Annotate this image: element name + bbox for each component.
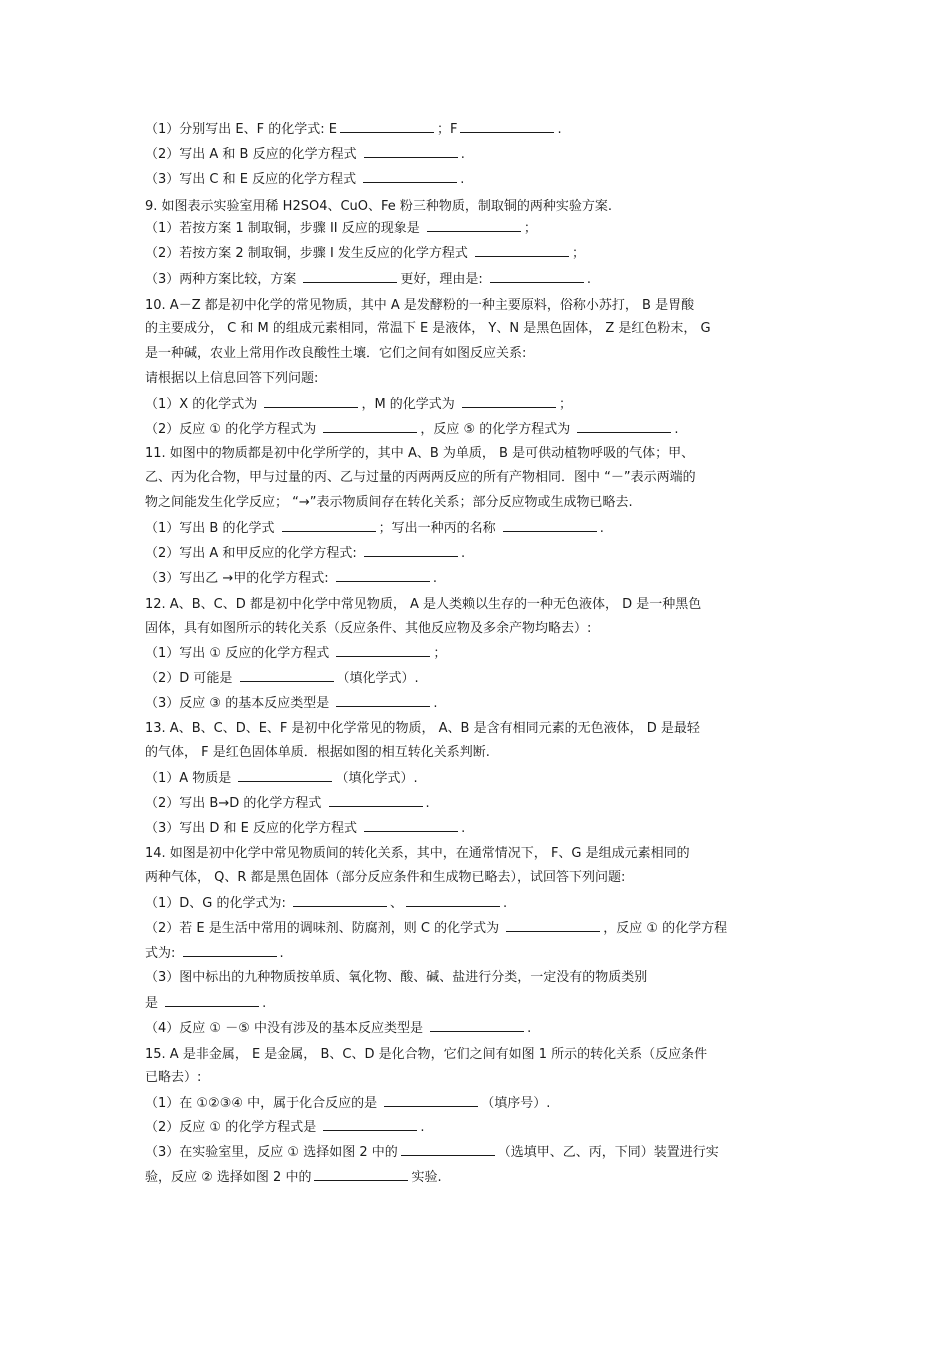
line-text: （3）写出 C 和 E 反应的化学方程式 [145, 172, 361, 187]
line-text: ； [523, 221, 537, 236]
line-text: ，M 的化学式为 [361, 397, 459, 412]
text-line [145, 494, 810, 512]
line-text: 已略去）: [145, 1070, 202, 1085]
line-text: （3）在实验室里，反应 ① 选择如图 2 中的 [145, 1145, 398, 1160]
text-line [145, 769, 810, 788]
answer-blank[interactable] [336, 569, 430, 582]
text-line [145, 869, 810, 887]
line-text: （1）若按方案 1 制取铜，步骤 II 反应的现象是 [145, 221, 424, 236]
line-text: . [460, 147, 465, 162]
answer-blank[interactable] [329, 794, 423, 807]
line-text: 、 [390, 896, 404, 911]
answer-blank[interactable] [460, 120, 554, 133]
line-text: . [527, 1021, 532, 1036]
text-line [145, 1069, 810, 1087]
line-text: （1）写出 ① 反应的化学方程式 [145, 646, 334, 661]
text-line [145, 469, 810, 487]
line-text: ，反应 ⑤ 的化学方程式为 [420, 422, 575, 437]
line-text: . [460, 546, 466, 561]
line-text: （1）在 ①②③④ 中，属于化合反应的是 [145, 1096, 382, 1111]
line-text: （1）X 的化学式为 [145, 397, 262, 412]
text-line [145, 845, 810, 863]
text-line [145, 297, 810, 315]
line-text: . [279, 946, 284, 961]
line-text: 物之间能发生化学反应； “→”表示物质间存在转化关系；部分反应物或生成物已略去. [145, 495, 633, 510]
text-line [145, 794, 810, 813]
line-text: 是一种碱，农业上常用作改良酸性土壤．它们之间有如图反应关系: [145, 346, 527, 361]
answer-blank[interactable] [340, 120, 434, 133]
line-text: . [599, 521, 604, 536]
text-line [145, 345, 810, 363]
line-text: （2）反应 ① 的化学方程式为 [145, 422, 321, 437]
answer-blank[interactable] [364, 544, 458, 557]
line-text: 固体，具有如图所示的转化关系（反应条件、其他反应物及多余产物均略去）: [145, 621, 592, 636]
line-text: ；F [436, 122, 458, 137]
answer-blank[interactable] [506, 919, 600, 932]
text-line [145, 569, 810, 588]
line-text: （填化学式）. [336, 671, 419, 686]
answer-blank[interactable] [165, 994, 259, 1007]
text-line [145, 320, 810, 338]
text-line [145, 198, 810, 216]
text-line [145, 270, 810, 289]
line-text: （1）D、G 的化学式为: [145, 896, 290, 911]
line-text: . [460, 172, 465, 187]
line-text: （2）若 E 是生活中常用的调味剂、防腐剂，则 C 的化学式为 [145, 921, 504, 936]
line-text: （4）反应 ① －⑤ 中没有涉及的基本反应类型是 [145, 1021, 428, 1036]
answer-blank[interactable] [240, 669, 334, 682]
line-text: 是 [145, 996, 163, 1011]
answer-blank[interactable] [323, 420, 417, 433]
line-text: ； [572, 246, 586, 261]
answer-blank[interactable] [401, 1143, 495, 1156]
line-text: 请根据以上信息回答下列问题: [145, 371, 319, 386]
answer-blank[interactable] [336, 694, 430, 707]
answer-blank[interactable] [577, 420, 671, 433]
text-line [145, 395, 810, 414]
answer-blank[interactable] [303, 270, 397, 283]
answer-blank[interactable] [364, 145, 458, 158]
line-text: （2）写出 B→D 的化学方程式 [145, 796, 326, 811]
answer-blank[interactable] [430, 1019, 524, 1032]
line-text: 实验. [411, 1170, 442, 1185]
line-text: 两种气体， Q、R 都是黑色固体（部分反应条件和生成物已略去），试回答下列问题: [145, 870, 626, 885]
text-line [145, 1019, 810, 1038]
line-text: . [262, 996, 267, 1011]
answer-blank[interactable] [323, 1118, 417, 1131]
line-text: 13. A、B、C、D、E、F 是初中化学常见的物质， A、B 是含有相同元素的无色液体， D 是最轻 [145, 721, 700, 736]
text-line [145, 370, 810, 388]
line-text: （1）写出 B 的化学式 [145, 521, 279, 536]
answer-blank[interactable] [314, 1168, 408, 1181]
line-text: 9. 如图表示实验室用稀 H2SO4、CuO、Fe 粉三种物质，制取铜的两种实验方案. [145, 199, 613, 214]
line-text: （3）图中标出的九种物质按单质、氧化物、酸、碱、盐进行分类，一定没有的物质类别 [145, 970, 648, 985]
line-text: . [425, 796, 430, 811]
line-text: （2）写出 A 和甲反应的化学方程式: [145, 546, 361, 561]
text-line [145, 1094, 810, 1113]
answer-blank[interactable] [293, 894, 387, 907]
answer-blank[interactable] [406, 894, 500, 907]
text-line [145, 445, 810, 463]
line-text: 乙、丙为化合物，甲与过量的丙、乙与过量的丙两两反应的所有产物相同．图中 “－”表示两端的 [145, 470, 696, 485]
line-text: 验，反应 ② 选择如图 2 中的 [145, 1170, 312, 1185]
line-text: ，反应 ① 的化学方程 [603, 921, 728, 936]
line-text: （1）分别写出 E、F 的化学式: E [145, 122, 337, 137]
line-text: （3）反应 ③ 的基本反应类型是 [145, 696, 334, 711]
text-line [145, 944, 810, 963]
text-line [145, 1118, 810, 1137]
text-line [145, 120, 810, 139]
text-line [145, 994, 810, 1013]
line-text: . [503, 896, 508, 911]
text-line [145, 919, 810, 938]
line-text: （选填甲、乙、丙，下同）装置进行实 [497, 1145, 719, 1160]
answer-blank[interactable] [503, 519, 597, 532]
answer-blank[interactable] [238, 769, 332, 782]
line-text: （2）写出 A 和 B 反应的化学方程式 [145, 147, 361, 162]
line-text: （3）两种方案比较，方案 [145, 272, 301, 287]
text-line [145, 219, 810, 238]
answer-blank[interactable] [384, 1094, 478, 1107]
line-text: （填化学式）. [335, 771, 418, 786]
line-text: 更好，理由是: [400, 272, 487, 287]
line-text: . [461, 821, 466, 836]
text-line [145, 170, 810, 189]
answer-blank[interactable] [427, 219, 521, 232]
line-text: . [586, 272, 592, 287]
text-line [145, 894, 810, 913]
text-line [145, 244, 810, 263]
text-line [145, 145, 810, 164]
text-line [145, 1168, 810, 1187]
text-line [145, 1143, 810, 1162]
answer-blank[interactable] [462, 395, 556, 408]
answer-blank[interactable] [282, 519, 376, 532]
line-text: （3）写出 D 和 E 反应的化学方程式 [145, 821, 362, 836]
line-text: 10. A－Z 都是初中化学的常见物质，其中 A 是发酵粉的一种主要原料，俗称小苏打， B 是胃酸 [145, 298, 695, 313]
line-text: 式为: [145, 946, 180, 961]
text-line [145, 694, 810, 713]
line-text: . [433, 696, 438, 711]
line-text: . [420, 1120, 425, 1135]
text-line [145, 420, 810, 439]
line-text: （填序号）. [481, 1096, 551, 1111]
line-text: . [557, 122, 562, 137]
text-line [145, 669, 810, 688]
line-text: . [674, 422, 679, 437]
text-line [145, 1046, 810, 1064]
line-text: （2）若按方案 2 制取铜，步骤 I 发生反应的化学方程式 [145, 246, 473, 261]
text-line [145, 720, 810, 738]
answer-blank[interactable] [183, 944, 277, 957]
line-text: （3）写出乙 →甲的化学方程式: [145, 571, 333, 586]
text-line [145, 596, 810, 614]
answer-blank[interactable] [336, 644, 430, 657]
line-text: ；写出一种丙的名称 [378, 521, 500, 536]
text-line [145, 744, 810, 762]
line-text: ； [433, 646, 447, 661]
answer-blank[interactable] [364, 819, 458, 832]
answer-blank[interactable] [363, 170, 457, 183]
line-text: . [432, 571, 437, 586]
answer-blank[interactable] [475, 244, 569, 257]
line-text: 的主要成分， C 和 M 的组成元素相同，常温下 E 是液体， Y、N 是黑色固体， Z 是红色粉末， G [145, 321, 711, 336]
line-text: （2）反应 ① 的化学方程式是 [145, 1120, 321, 1135]
line-text: 15. A 是非金属， E 是金属， B、C、D 是化合物，它们之间有如图 1 所示的转化关系（反应条件 [145, 1047, 708, 1062]
answer-blank[interactable] [264, 395, 358, 408]
text-line [145, 620, 810, 638]
line-text: 的气体， F 是红色固体单质．根据如图的相互转化关系判断. [145, 745, 490, 760]
line-text: （2）D 可能是 [145, 671, 237, 686]
line-text: ； [558, 397, 572, 412]
text-line [145, 519, 810, 538]
text-line [145, 544, 810, 563]
answer-blank[interactable] [490, 270, 584, 283]
line-text: （1）A 物质是 [145, 771, 236, 786]
text-line [145, 969, 810, 987]
line-text: 14. 如图是初中化学中常见物质间的转化关系，其中，在通常情况下， F、G 是组成元素相同的 [145, 846, 690, 861]
line-text: 11. 如图中的物质都是初中化学所学的，其中 A、B 为单质， B 是可供动植物呼吸的气体；甲、 [145, 446, 695, 461]
text-line [145, 644, 810, 663]
text-line [145, 819, 810, 838]
line-text: 12. A、B、C、D 都是初中化学中常见物质， A 是人类赖以生存的一种无色液体， D 是一种黑色 [145, 597, 702, 612]
